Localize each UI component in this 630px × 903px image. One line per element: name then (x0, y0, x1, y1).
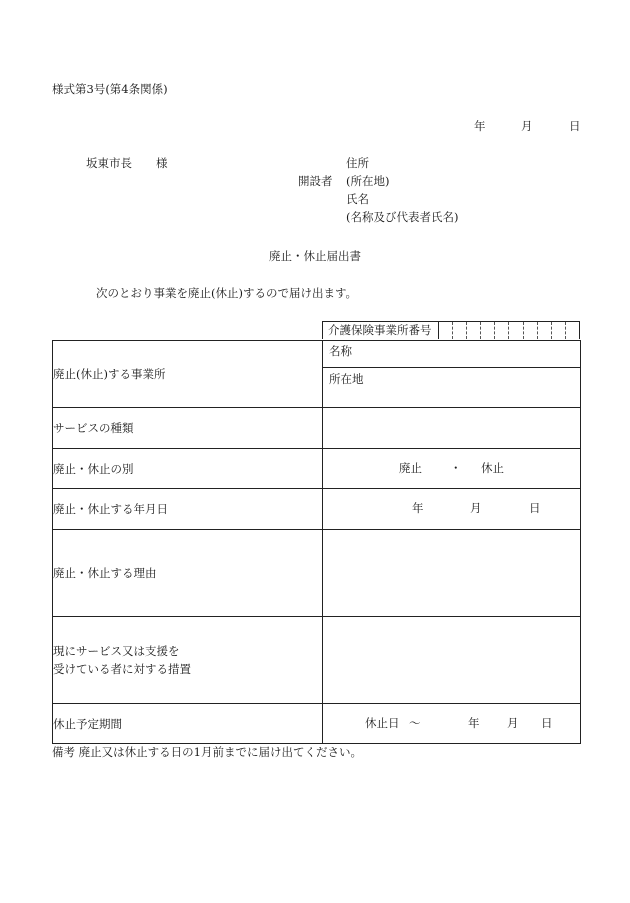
digit-cell[interactable] (494, 322, 508, 339)
facility-name-label: 名称 (329, 344, 352, 358)
distinction-label: 廃止・休止の別 (53, 449, 323, 489)
applicant-name-label: 氏名 (346, 192, 369, 206)
suspension-period-field[interactable] (323, 704, 581, 744)
facility-name-field[interactable] (323, 341, 581, 368)
date-field-day: 日 (529, 501, 541, 515)
addressee-name: 坂東市長 (86, 156, 132, 170)
digit-cell[interactable] (537, 322, 551, 339)
reason-field[interactable] (323, 530, 581, 617)
remarks-note: 備考 廃止又は休止する日の1月前までに届け出てください。 (52, 745, 362, 759)
digit-cell[interactable] (452, 322, 466, 339)
applicant-address-sub: (所在地) (346, 174, 390, 188)
jigyosho-number-box (322, 321, 580, 339)
suspension-year: 年 (468, 716, 480, 730)
digit-cell[interactable] (439, 322, 452, 339)
option-separator: ・ (450, 461, 462, 475)
date-field-year: 年 (412, 501, 424, 515)
digit-cell[interactable] (523, 322, 537, 339)
reason-label: 廃止・休止する理由 (53, 530, 323, 617)
date-field-month: 月 (470, 501, 482, 515)
option-haishi[interactable]: 廃止 (399, 461, 422, 475)
form-number: 様式第3号(第4条関係) (52, 82, 168, 96)
measures-field[interactable] (323, 617, 581, 704)
option-kyushi[interactable]: 休止 (481, 461, 504, 475)
digit-cell[interactable] (508, 322, 522, 339)
facility-address-label: 所在地 (329, 372, 364, 386)
document-title: 廃止・休止届出書 (269, 249, 361, 263)
applicant-name-sub: (名称及び代表者氏名) (346, 210, 459, 224)
suspension-tilde: ～ (409, 716, 421, 730)
service-type-field[interactable] (323, 408, 581, 449)
digit-cell[interactable] (565, 322, 579, 339)
measures-label-line2: 受けている者に対する措置 (53, 662, 191, 676)
suspension-month: 月 (507, 716, 519, 730)
service-type-label: サービスの種類 (53, 408, 323, 449)
jigyosho-number-cells (439, 322, 579, 339)
applicant-address-label: 住所 (346, 156, 369, 170)
date-year: 年 (474, 119, 486, 133)
suspension-period-label: 休止予定期間 (53, 704, 323, 744)
facility-address-field[interactable] (323, 368, 581, 408)
date-field[interactable] (323, 489, 581, 530)
intro-text: 次のとおり事業を廃止(休止)するので届け出ます。 (96, 286, 358, 300)
measures-label-line1: 現にサービス又は支援を (53, 644, 180, 658)
digit-cell[interactable] (466, 322, 480, 339)
distinction-field[interactable] (323, 449, 581, 489)
date-label: 廃止・休止する年月日 (53, 489, 323, 530)
date-day: 日 (569, 119, 581, 133)
digit-cell[interactable] (480, 322, 494, 339)
addressee-honorific: 様 (156, 156, 168, 170)
date-month: 月 (521, 119, 533, 133)
digit-cell[interactable] (551, 322, 565, 339)
facility-label: 廃止(休止)する事業所 (53, 341, 323, 408)
jigyosho-number-label: 介護保険事業所番号 (323, 322, 439, 339)
applicant-role: 開設者 (298, 174, 333, 188)
suspension-prefix: 休止日 (365, 716, 400, 730)
measures-label (53, 617, 323, 704)
notification-form-table (52, 340, 581, 744)
suspension-day: 日 (541, 716, 553, 730)
